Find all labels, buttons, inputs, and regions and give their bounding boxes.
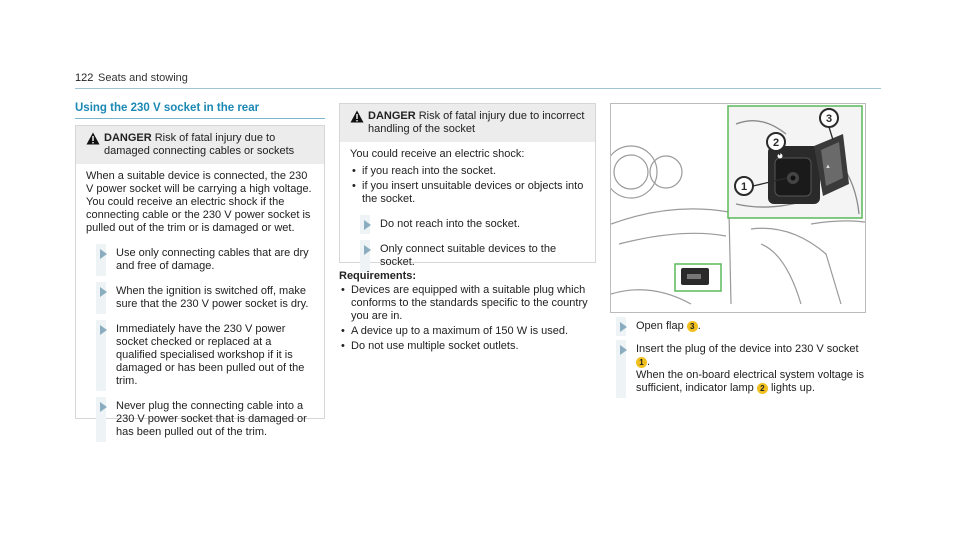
step-arrow-icon: [100, 287, 107, 297]
instruction-step: [86, 285, 314, 311]
section-title: Using the 230 V socket in the rear: [75, 102, 260, 114]
list-item: • if you reach into the socket.: [350, 165, 585, 178]
danger-box-socket: [339, 103, 596, 268]
step-text: Never plug the connecting cable into a 230 V power socket that is damaged or has been pulled out of the trim.: [116, 400, 307, 438]
callout-ref-3: 3: [687, 321, 698, 332]
danger-box-body: [76, 164, 324, 449]
page-number: 122: [75, 72, 94, 84]
step-arrow-icon: [100, 249, 107, 259]
danger-description: When a suitable device is connected, the 230 V power socket will be carrying a high voltage. You could receive an electric shock if the connecting cable or the 230 V power socket is pulled out of the trim or is damaged or wet.: [86, 170, 312, 234]
step-text: Use only connecting cables that are dry and free of damage.: [116, 247, 309, 272]
svg-text:▲: ▲: [825, 164, 831, 170]
instruction-step: [86, 400, 314, 439]
danger-box-body: [340, 142, 595, 279]
step-arrow-icon: [364, 220, 371, 230]
step-text: Do not reach into the socket.: [380, 218, 521, 230]
instruction-step: [350, 218, 585, 231]
step-text: When the ignition is switched off, make sure that the 230 V power socket is dry.: [116, 285, 309, 310]
list-item: • A device up to a maximum of 150 W is used.: [339, 325, 594, 338]
step-text: Only connect suitable devices to the socket.: [380, 243, 557, 268]
step-arrow-icon: [620, 345, 627, 355]
svg-text:1: 1: [740, 181, 748, 193]
step-note: When the on-board electrical system voltage is sufficient, indicator lamp: [636, 369, 865, 394]
instruction-step: Open flap 3 .: [606, 320, 868, 333]
socket-figure: [610, 103, 866, 313]
instruction-step: [86, 247, 314, 273]
callout-ref-1: 1: [636, 357, 647, 368]
section-divider: [75, 118, 325, 119]
callout-ref-2: 2: [757, 383, 768, 394]
step-text: Immediately have the 230 V power socket checked or replaced at a qualified specialised workshop if it is damaged or has been pulled out of the trim.: [116, 323, 305, 387]
step-arrow-icon: [364, 245, 371, 255]
step-arrow-icon: [620, 322, 627, 332]
list-item: • Do not use multiple socket outlets.: [339, 340, 594, 353]
list-item: • if you insert unsuitable devices or objects into the socket.: [350, 180, 585, 206]
requirements-title: Requirements:: [339, 270, 417, 282]
step-text: Open flap: [636, 320, 684, 332]
instruction-step: [86, 323, 314, 388]
danger-heading: [104, 132, 316, 158]
step-arrow-icon: [100, 325, 107, 335]
socket-illustration: [611, 104, 865, 312]
danger-title: Risk of fatal injury due to incorrect handling of the socket: [368, 110, 585, 135]
list-item: • Devices are equipped with a suitable plug which conforms to the standards specific to the country you are in.: [339, 284, 594, 323]
instruction-step: Insert the plug of the device into 230 V socket 1 . When the on-board electrical system voltage is sufficient, indicator lamp 2 lights up.: [606, 343, 868, 395]
danger-bullet-list: [350, 165, 585, 206]
danger-box-header: [340, 104, 595, 142]
instruction-step: [350, 243, 585, 269]
instructions-block: [606, 314, 868, 395]
requirements-list: [339, 284, 594, 353]
step-arrow-icon: [100, 402, 107, 412]
danger-heading: [368, 110, 587, 136]
step-text: Insert the plug of the device into 230 V socket: [636, 343, 859, 355]
warning-triangle-icon: [86, 132, 100, 145]
danger-label: DANGER: [104, 132, 152, 144]
header-divider: [75, 88, 881, 89]
warning-triangle-icon: [350, 110, 364, 123]
danger-intro: You could receive an electric shock:: [350, 148, 525, 160]
danger-box-cables: [75, 125, 325, 438]
svg-text:3: 3: [825, 113, 833, 125]
danger-box-header: [76, 126, 324, 164]
running-header: Seats and stowing: [98, 72, 188, 84]
danger-title: Risk of fatal injury due to damaged connecting cables or sockets: [104, 132, 295, 157]
danger-label: DANGER: [368, 110, 416, 122]
svg-text:2: 2: [772, 137, 780, 149]
requirements-block: [339, 270, 594, 355]
